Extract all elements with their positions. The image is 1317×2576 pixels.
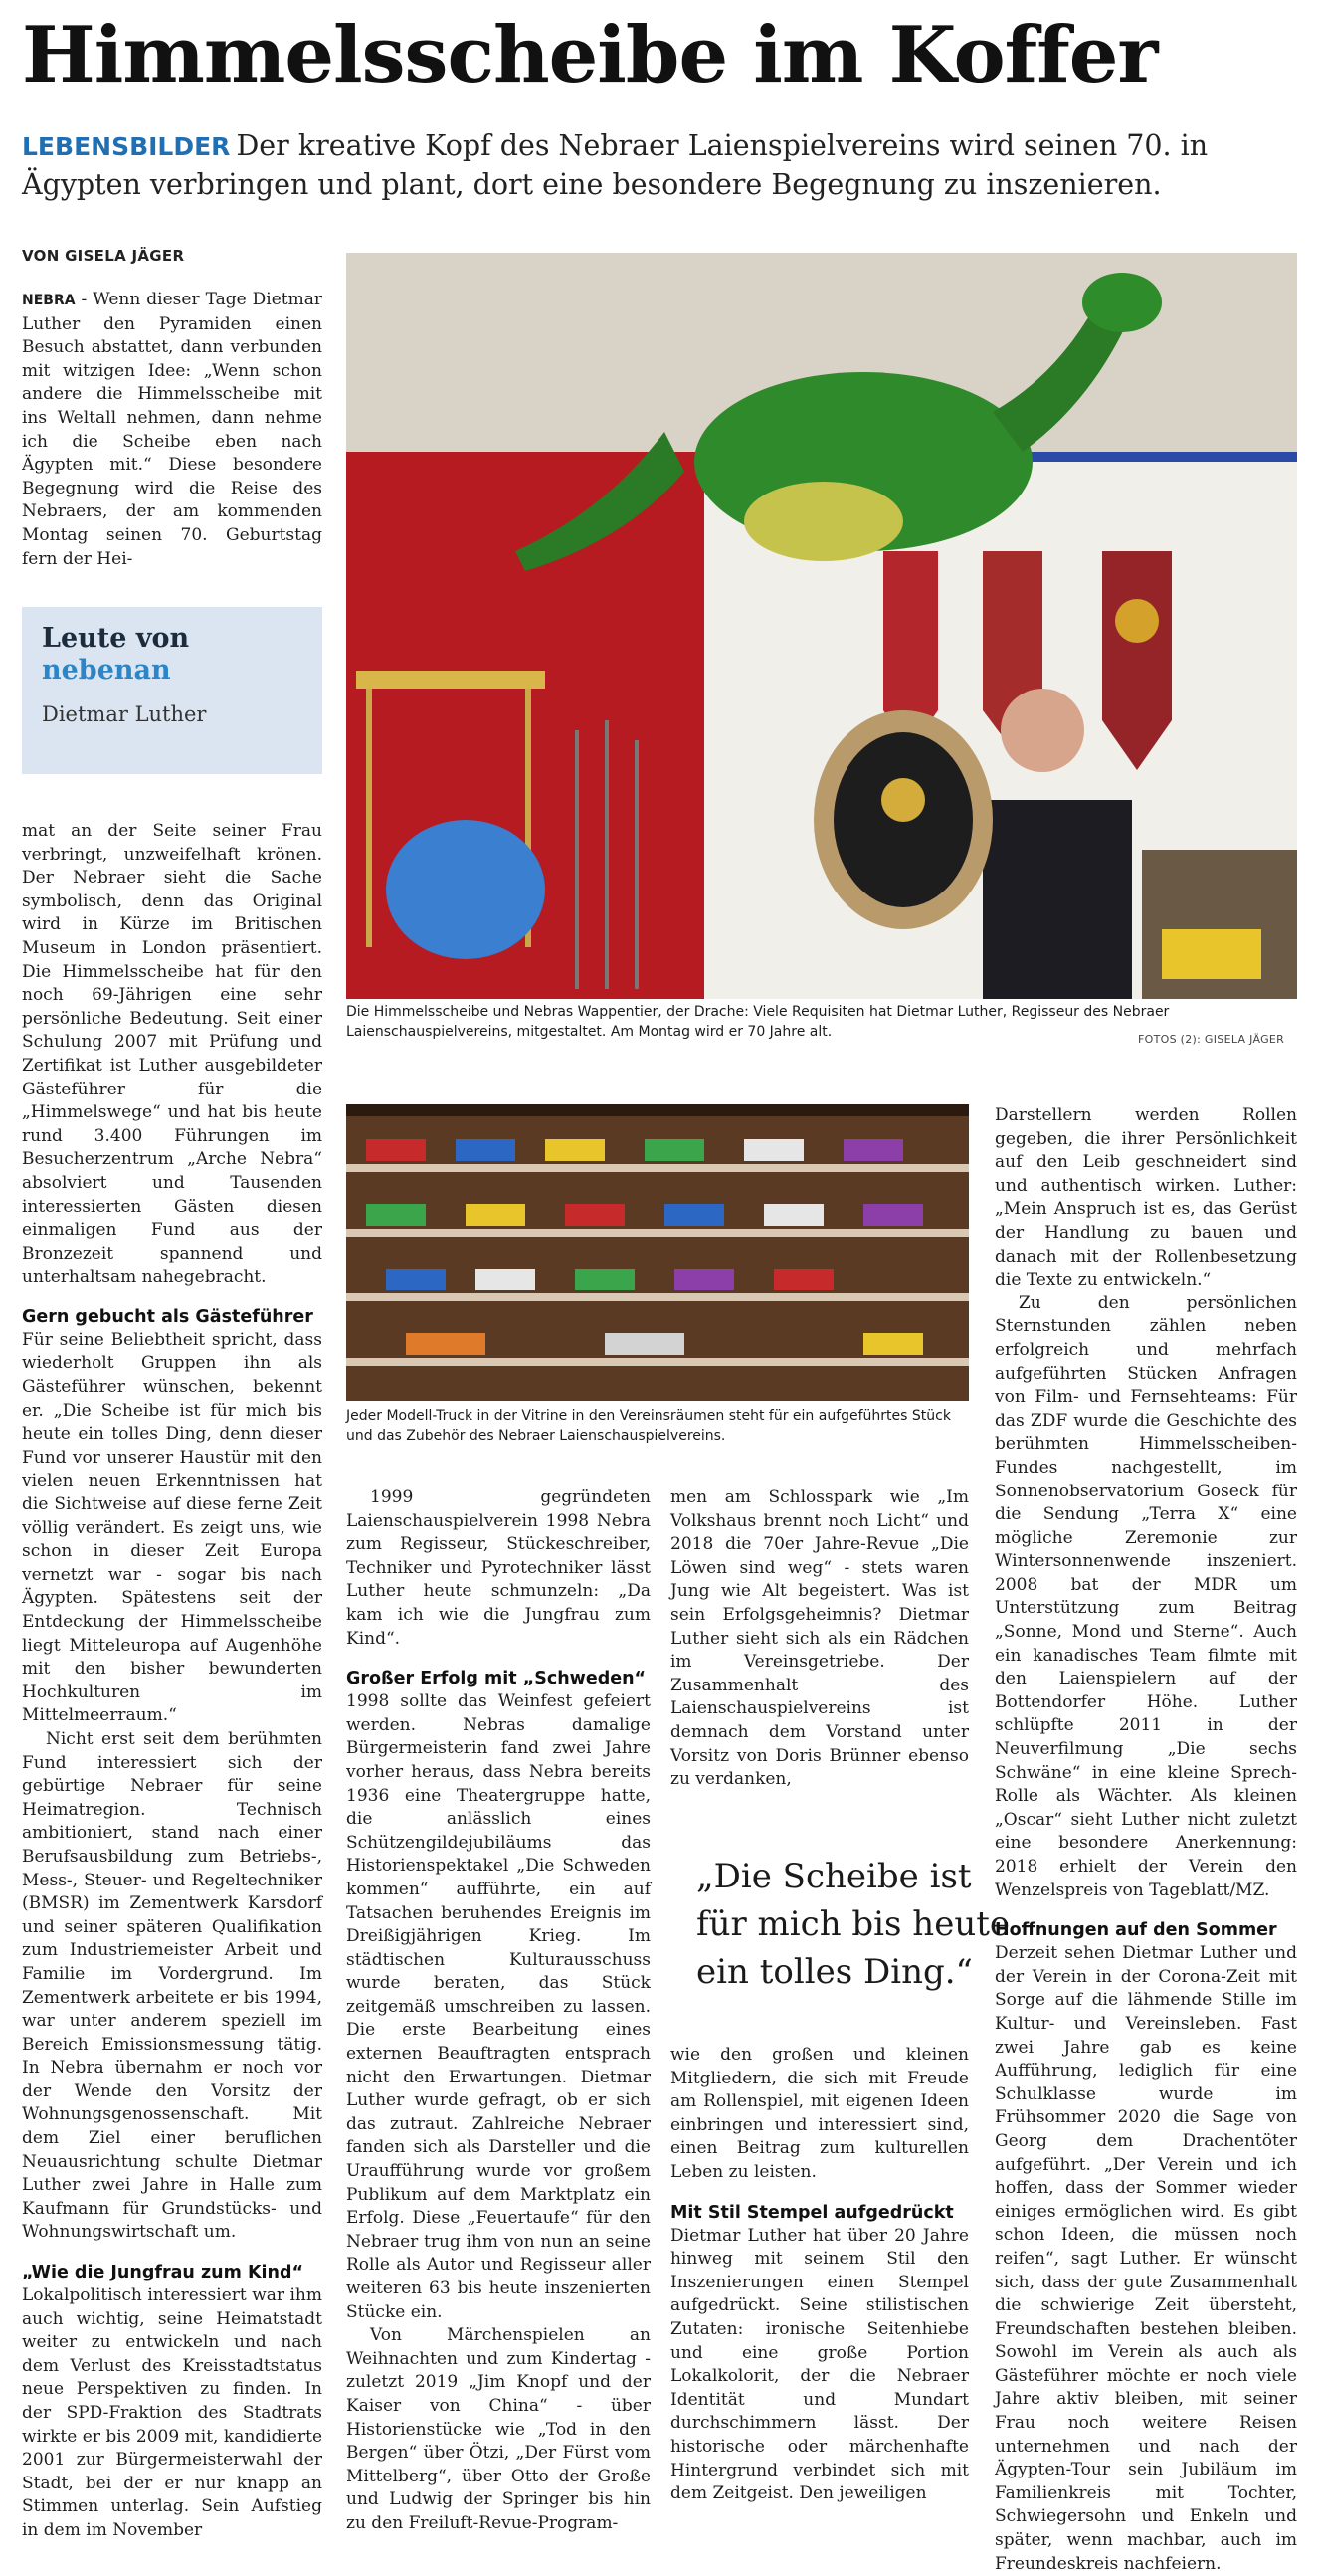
paragraph: men am Schlosspark wie „Im Volkshaus brennt noch Licht“ und 2018 die 70er Jahre-Revue „Die Löwen sind weg“ - stets waren Jung wie Alt begeistert. Was ist sein Erfolgsgeheimnis? Dietmar Luther sieht sich als ein Rädchen im Vereinsgetriebe. Der Zusammenhalt des Laienschauspielvereins ist demnach dem Vorstand unter Vorsitz von Doris Brünner ebenso zu verdanken, [670,1487,969,1790]
infobox-name: Dietmar Luther [42,702,207,726]
subheading: Hoffnungen auf den Sommer [995,1920,1277,1941]
paragraph: Zu den persönlichen Sternstunden zählen neben erfolgreich und mehrfach aufgeführten Stücken Anfragen von Film- und Fernsehteams: Für das ZDF wurde die Geschichte des berühmten Himmelsscheiben-Fundes nachgestellt, im Sonnenobservatorium Goseck für die Sendung „Terra X“ eine mögliche Zeremonie zur Wintersonnenwende inszeniert. 2008 bat der MDR um Unterstützung zum Beitrag „Sonne, Mond und Sterne“. Auch ein kanadisches Team filmte mit den Laienspielern auf der Bottendorfer Höhe. Luther schlüpfte 2011 in der Neuverfilmung „Die sechs Schwäne“ in eine kleine Sprech-Rolle als Wächter. Als kleinen „Oscar“ sieht Luther nicht zuletzt eine besondere Anerkennung: 2018 erhielt der Verein den Wenzelspreis von Tageblatt/MZ. [995,1292,1297,1900]
teaser-text: Der kreative Kopf des Nebraer Laienspielvereins wird seinen 70. in Ägypten verbringen und plant, dort eine besondere Begegnung zu inszenieren. [22,129,1209,201]
leute-von-nebenan-box [22,607,322,774]
paragraph: Dietmar Luther hat über 20 Jahre hinweg mit seinem Stil den Inszenierungen einen Stempel aufgedrückt. Seine stilistischen Zutaten: ironische Seitenhiebe und eine große Portion Lokalkolorit, der die Nebraer Identität und Mundart durchschimmern lässt. Der historische oder märchenhafte Hintergrund verbindet sich mit dem Zeitgeist. Den jeweiligen [670,2225,969,2504]
photo-modell-trucks [346,1104,969,1401]
main-photo [346,253,1297,999]
headline: Himmelsscheibe im Koffer [22,10,1158,100]
lead-text: - Wenn dieser Tage Dietmar Luther den Pyramiden einen Besuch abstattet, dann verbunden mit witzigen Idee: „Wenn schon andere die Himmelsscheibe mit ins Weltall nehmen, dann nehme ich die Scheibe eben nach Ägypten mit.“ Diese besondere Begegnung wird die Reise des Nebraers, der am kommenden Montag seinen 70. Geburtstag fern der Hei- [22,290,322,569]
paragraph: Darstellern werden Rollen gegeben, die ihrer Persönlichkeit auf den Leib geschneidert sind und authentisch wirken. Luther: „Mein Anspruch ist es, das Gerüst der Handlung zu bauen und danach mit der Rollenbesetzung die Texte zu entwickeln.“ [995,1105,1297,1290]
teaser [22,127,1305,204]
dateline: NEBRA [22,293,76,308]
column-3-bottom [670,2044,969,2506]
paragraph: 1999 gegründeten Laienschauspielverein 1998 Nebra zum Regisseur, Stückeschreiber, Techniker und Pyrotechniker lässt Luther heute schmunzeln: „Da kam ich wie die Jungfrau zum Kind“. [346,1487,651,1649]
paragraph: Nicht erst seit dem berühmten Fund interessiert sich der gebürtige Nebraer für seine Heimatregion. Technisch ambitioniert, stand nach einer Berufsausbildung zum Betriebs-, Mess-, Steuer- und Regeltechniker (BMSR) im Zementwerk Karsdorf und seiner späteren Qualifikation zum Industriemeister Arbeit und Familie im Vordergrund. Im Zementwerk arbeitete er bis 1994, war unter anderem speziell im Bereich Emissionsmessung tätig. In Nebra übernahm er noch vor der Wende den Vorsitz der Wohnungsgenossenschaft. Mit dem Ziel einer beruflichen Neuausrichtung schulte Dietmar Luther zwei Jahre in Halle zum Kaufmann für Grundstücks- und Wohnungswirtschaft um. [22,1728,322,2243]
paragraph: Lokalpolitisch interessiert war ihm auch wichtig, seine Heimatstadt weiter zu entwickeln und nach dem Verlust des Kreisstadtstatus neue Perspektiven zu finden. In der SPD-Fraktion des Stadtrats wirkte er bis 2009 mit, kandidierte 2001 zur Bürgermeisterwahl der Stadt, bei der er nur knapp an Stimmen unterlag. Sein Aufstieg in dem im November [22,2285,322,2540]
column-1-bottom [22,820,322,2543]
teaser-kicker: LEBENSBILDER [22,132,231,161]
infobox-line2: nebenan [42,655,171,686]
paragraph: Derzeit sehen Dietmar Luther und der Verein in der Corona-Zeit mit Sorge auf die lähmende Stille im Kultur- und Vereinsleben. Fast zwei Jahre gab es keine Aufführung, lediglich für eine Schulklasse wurde im Frühsommer 2020 die Sage von Georg dem Drachentöter aufgeführt. „Der Verein und ich hoffen, dass der Sommer wieder einiges ermöglichen wird. Es gibt schon Ideen, die müssen noch reifen“, sagt Luther. Er wünscht sich, dass der gute Zusammenhalt die schwierige Zeit übersteht, Freundschaften bestehen bleiben. Sowohl im Verein als auch als Gästeführer möchte er noch viele Jahre aktiv bleiben, mit seiner Frau noch weitere Reisen unternehmen und nach der Ägypten-Tour sein Jubiläum im Familienkreis mit Tochter, Schwiegersohn und Enkeln und später, wenn machbar, auch im Freundeskreis nachfeiern. [995,1943,1297,2574]
column-3-top [670,1486,969,1792]
column-2 [346,1486,651,2536]
byline: VON GISELA JÄGER [22,247,185,265]
paragraph: 1998 sollte das Weinfest gefeiert werden. Nebras damalige Bürgermeisterin fand zwei Jahre vorher heraus, dass Nebra bereits 1936 eine Theatergruppe hatte, die anlässlich eines Schützengildejubiläums das Historienspektakel „Die Schweden kommen“ aufführte, ein auf Tatsachen beruhendes Ereignis im Dreißigjährigen Krieg. Im städtischen Kulturausschuss wurde beraten, das Stück zeitgemäß umschreiben zu lassen. Die erste Bearbeitung eines externen Beauftragten entsprach nicht den Erwartungen. Dietmar Luther wurde gefragt, ob er sich das zutraut. Zahlreiche Nebraer fanden sich als Darsteller und die Uraufführung wurde vor großem Publikum auf dem Marktplatz ein Erfolg. Diese „Feuertaufe“ für den Nebraer trug ihm von nun an seine Rolle als Autor und Regisseur aller weiteren 63 bis heute inszenierten Stücke ein. [346,1691,651,2322]
column-1-top [22,289,322,571]
pull-quote: „Die Scheibe ist für mich bis heute ein tolles Ding.“ [696,1857,1010,1992]
subheading: Gern gebucht als Gästeführer [22,1306,313,1327]
infobox-line1: Leute von [42,623,190,654]
paragraph: wie den großen und kleinen Mitgliedern, die sich mit Freude am Rollenspiel, mit eigenen Ideen einbringen und interessiert sind, einen Beitrag zum kulturellen Leben zu leisten. [670,2045,969,2182]
truck-photo [346,1104,969,1401]
subheading: Mit Stil Stempel aufgedrückt [670,2202,954,2223]
truck-photo-caption: Jeder Modell-Truck in der Vitrine in den Vereinsräumen steht für ein aufgeführtes Stück und das Zubehör des Nebraer Laienschauspielvereins. [346,1408,951,1444]
paragraph: Von Märchenspielen an Weihnachten und zum Kindertag - zuletzt 2019 „Jim Knopf und der Kaiser von China“ - über Historienstücke wie „Tod in den Bergen“ über Ötzi, „Der Fürst vom Mittelberg“, über Otto der Große und Ludwig der Springer bis hin zu den Freiluft-Revue-Program- [346,2325,651,2533]
subheading: Großer Erfolg mit „Schweden“ [346,1669,647,1689]
paragraph: mat an der Seite seiner Frau verbringt, unzweifelhaft krönen. Der Nebraer sieht die Sache symbolisch, denn das Original wird in Kürze im Britischen Museum in London präsentiert. Die Himmelsscheibe hat für den noch 69-Jährigen eine sehr persönliche Bedeutung. Seit einer Schulung 2007 mit Prüfung und Zertifikat ist Luther ausgebildeter Gästeführer für die „Himmelswege“ und hat bis heute rund 3.400 Führungen im Besucherzentrum „Arche Nebra“ absolviert und Tausenden interessierten Gästen diesen einmaligen Fund aus der Bronzezeit spannend und unterhaltsam nahegebracht. [22,821,322,1288]
subheading: „Wie die Jungfrau zum Kind“ [22,2263,303,2283]
main-photo-caption: Die Himmelsscheibe und Nebras Wappentier, der Drache: Viele Requisiten hat Dietmar Luther, Regisseur des Nebraer Laienschauspielvereins, mitgestaltet. Am Montag wird er 70 Jahre alt. [346,1004,1170,1040]
column-4 [995,1104,1297,2576]
paragraph: Für seine Beliebtheit spricht, dass wiederholt Gruppen ihn als Gästeführer wünschen, bekennt er. „Die Scheibe ist für mich bis heute ein tolles Ding, denn dieser Fund vor unserer Haustür mit den vielen neuen Erkenntnissen hat die Sichtweise auf diese ferne Zeit völlig verändert. Es zeigt uns, wie schon in dieser Zeit Europa vernetzt war - sogar bis nach Ägypten. Spätestens seit der Entdeckung der Himmelsscheibe liegt Mitteleuropa auf Augenhöhe mit den bisher bewunderten Hochkulturen im Mittelmeerraum.“ [22,1329,322,1726]
photo-drache-himmelsscheibe [346,253,1297,999]
lead-paragraph [22,289,322,571]
photo-credit: FOTOS (2): GISELA JÄGER [1138,1033,1285,1046]
